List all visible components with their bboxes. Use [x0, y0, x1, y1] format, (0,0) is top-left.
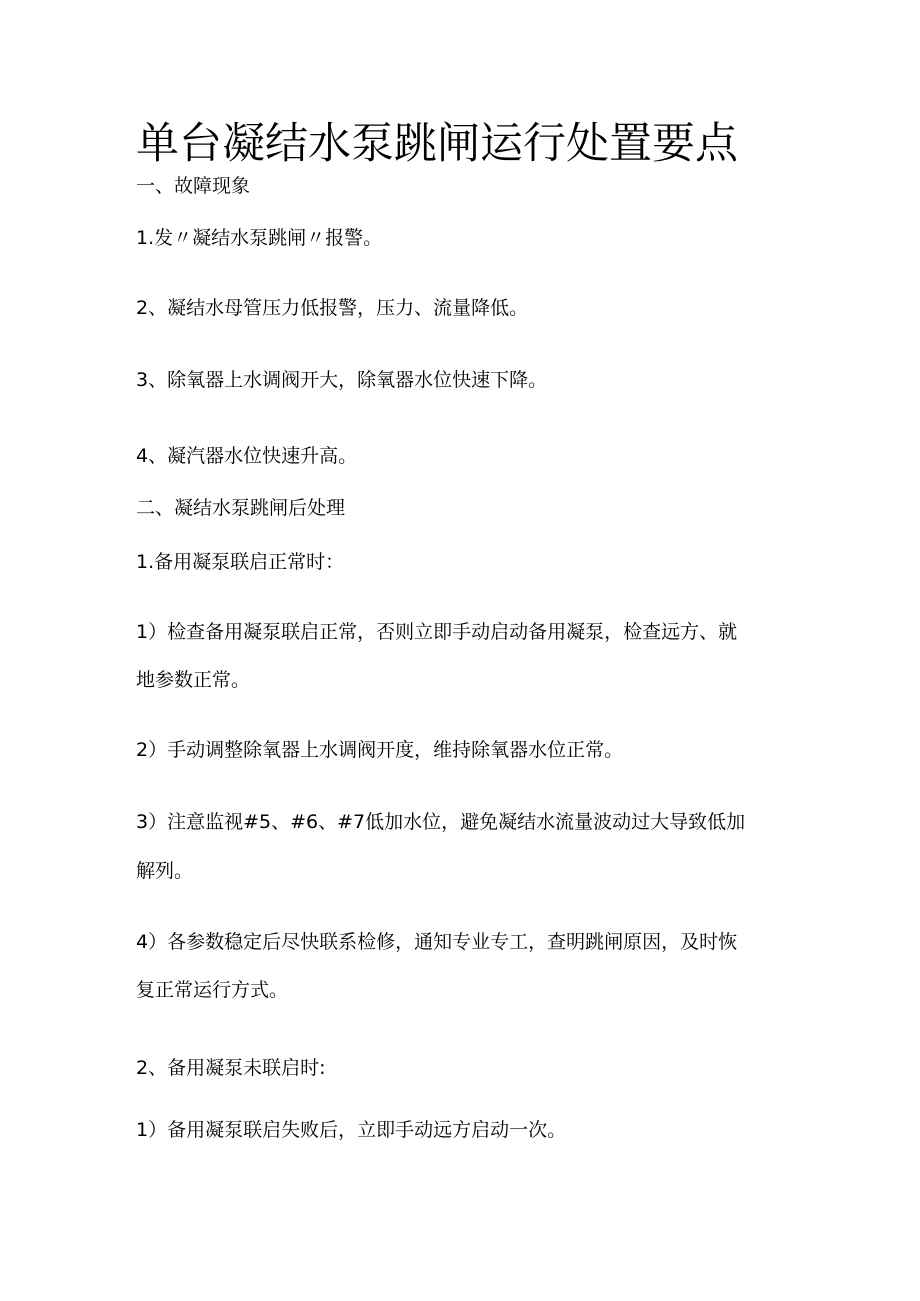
paragraph-line: 2）手动调整除氧器上水调阀开度，维持除氧器水位正常。	[136, 739, 624, 761]
document-title: 单台凝结水泵跳闸运行处置要点	[136, 119, 738, 169]
paragraph-line: 1.备用凝泵联启正常时：	[136, 551, 345, 573]
paragraph-line: 3）注意监视#5、#6、#7低加水位，避免凝结水流量波动过大导致低加	[136, 811, 746, 833]
paragraph-line: 4）各参数稳定后尽快联系检修，通知专业专工，查明跳闸原因，及时恢	[136, 931, 738, 953]
paragraph-line: 解列。	[136, 860, 194, 882]
paragraph-line: 1）检查备用凝泵联启正常，否则立即手动启动备用凝泵，检查远方、就	[136, 621, 738, 643]
paragraph-line: 3、除氧器上水调阀开大，除氧器水位快速下降。	[136, 369, 548, 391]
paragraph-line: 地参数正常。	[136, 669, 251, 691]
paragraph-line: 1.发〃凝结水泵跳闸〃报警。	[136, 227, 383, 249]
paragraph-line: 1）备用凝泵联启失败后，立即手动远方启动一次。	[136, 1119, 567, 1141]
paragraph-line: 2、凝结水母管压力低报警，压力、流量降低。	[136, 297, 529, 319]
paragraph-line: 复正常运行方式。	[136, 979, 289, 1001]
paragraph-line: 4、凝汽器水位快速升高。	[136, 445, 358, 467]
section-heading-fault-symptoms: 一、故障现象	[136, 175, 251, 197]
paragraph-line: 2、备用凝泵未联启时:	[136, 1057, 326, 1079]
section-heading-handling: 二、凝结水泵跳闸后处理	[136, 497, 346, 519]
